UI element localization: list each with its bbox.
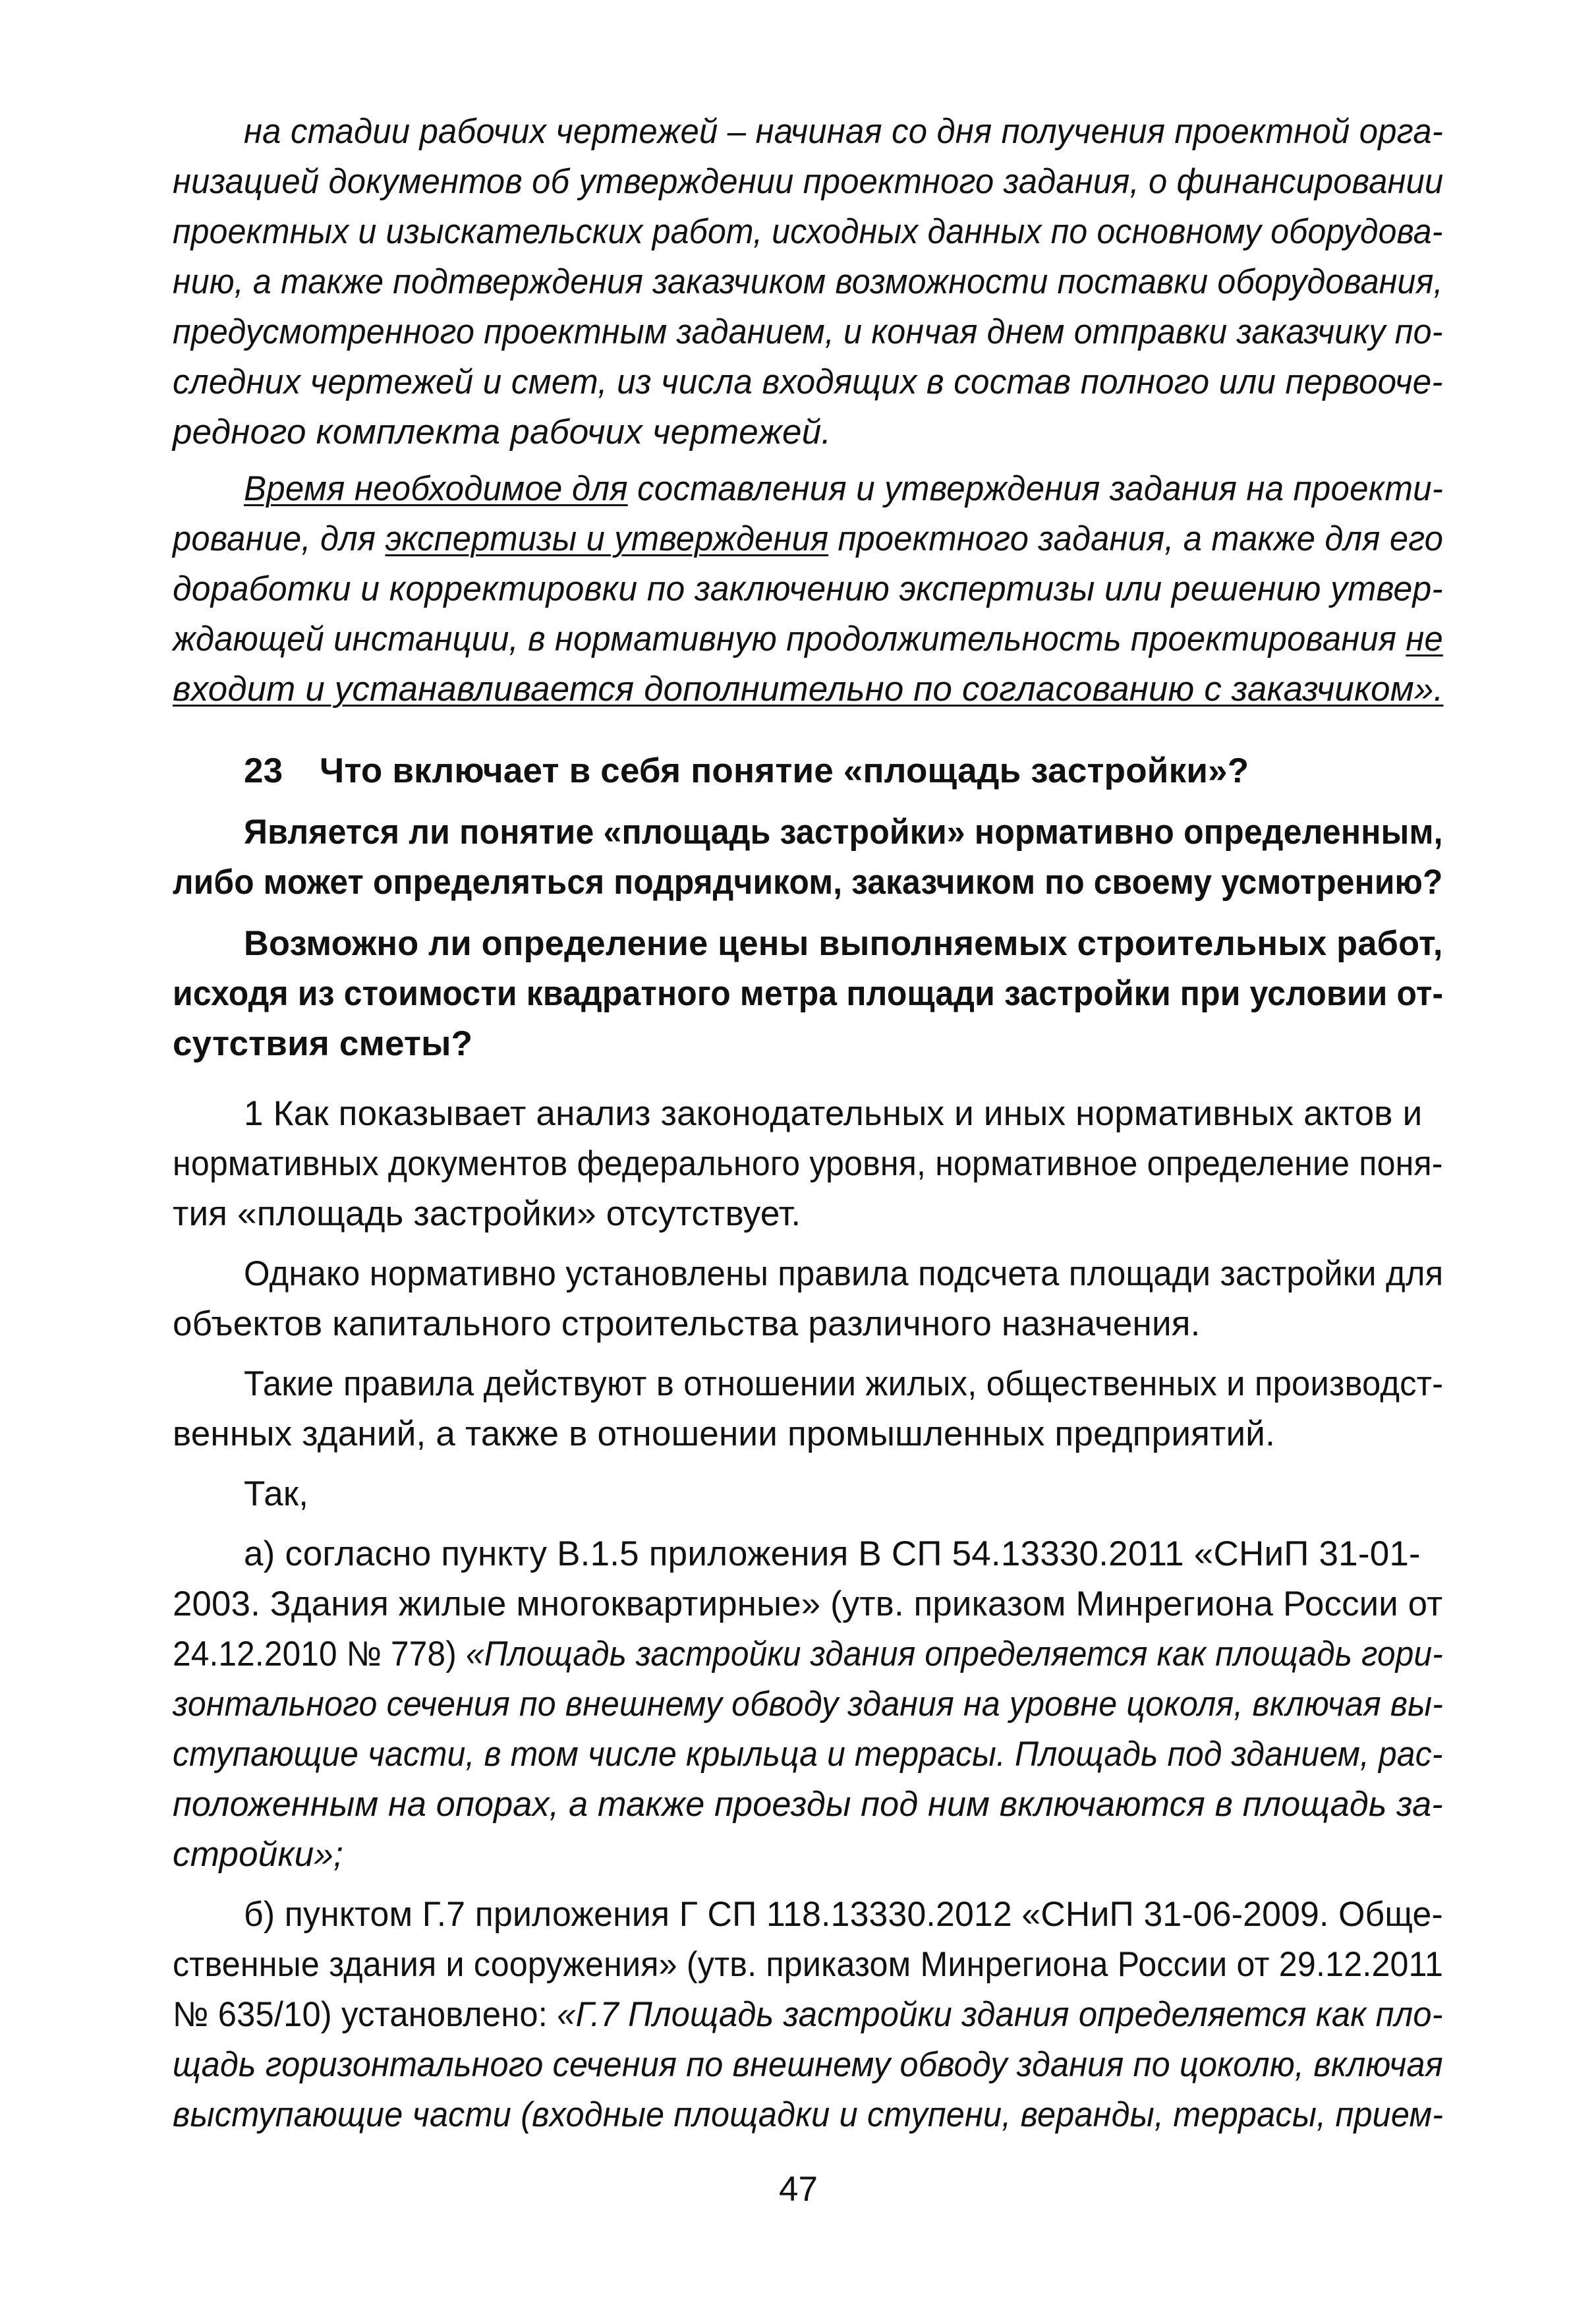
item-a-line-2: 2003. Здания жилые многоквартирные» (утв. приказом Минрегиона России от <box>173 1585 1443 1623</box>
answer-4-line-1: Так, <box>244 1474 309 1513</box>
answer-3-line-1: Такие правила действуют в отношении жилых, общественных и производст- <box>244 1364 1444 1403</box>
page-number: 47 <box>779 2170 818 2209</box>
question-line-4: Возможно ли определение цены выполняемых строительных работ, <box>244 924 1443 963</box>
p1-line-5: предусмотренного проектным заданием, и кончая днем отправки заказчику по- <box>173 312 1443 351</box>
p2-line-2: рование, для экспертизы и утверждения проектного задания, а также для его <box>173 519 1444 558</box>
item-a-line-6: положенным на опорах, а также проезды под ним включаются в площадь за- <box>173 1785 1443 1824</box>
item-b-line-1: б) пунктом Г.7 приложения Г СП 118.13330.2012 «СНиП 31-06-2009. Обще- <box>244 1895 1443 1934</box>
answer-2-line-2: объектов капитального строительства различного назначения. <box>173 1304 1201 1343</box>
p1-line-4: нию, а также подтверждения заказчиком возможности поставки оборудования, <box>173 262 1443 301</box>
p2-line-1: Время необходимое для составления и утверждения задания на проекти- <box>244 469 1444 508</box>
answer-3-line-2: венных зданий, а также в отношении промышленных предприятий. <box>173 1414 1276 1453</box>
item-b-line-2: ственные здания и сооружения» (утв. приказом Минрегиона России от 29.12.2011 <box>173 1945 1444 1984</box>
answer-2-line-1: Однако нормативно установлены правила подсчета площади застройки для <box>244 1254 1444 1293</box>
p2-underlined-phrase-1: Время необходимое для <box>244 469 628 508</box>
p2-underlined-phrase-3: не <box>1406 620 1443 658</box>
item-b-line-3: № 635/10) установлено: «Г.7 Площадь застройки здания определяется как пло- <box>173 1995 1443 2034</box>
item-b-line-4: щадь горизонтального сечения по внешнему обводу здания по цоколю, включая <box>173 2045 1443 2084</box>
p2-underlined-phrase-2: экспертизы и утверждения <box>385 519 829 558</box>
p1-line-1: на стадии рабочих чертежей – начиная со дня получения проектной орга- <box>244 112 1443 151</box>
p1-line-3: проектных и изыскательских работ, исходных данных по основному оборудова- <box>173 212 1443 251</box>
item-a-line-5: ступающие части, в том числе крыльца и террасы. Площадь под зданием, рас- <box>173 1735 1443 1774</box>
item-b-line-5: выступающие части (входные площадки и ступени, веранды, террасы, прием- <box>173 2095 1444 2134</box>
question-line-3: либо может определяться подрядчиком, заказчиком по своему усмотрению? <box>173 863 1443 902</box>
item-a-line-4: зонтального сечения по внешнему обводу здания на уровне цоколя, включая вы- <box>173 1685 1444 1724</box>
p2-line-3: доработки и корректировки по заключению экспертизы или решению утвер- <box>173 569 1443 608</box>
p1-line-2: низацией документов об утверждении проектного задания, о финансировании <box>173 162 1444 201</box>
p1-line-7: редного комплекта рабочих чертежей. <box>173 413 832 451</box>
p2-line-5: входит и устанавливается дополнительно по согласованию с заказчиком». <box>173 670 1444 709</box>
question-line-5: исходя из стоимости квадратного метра площади застройки при условии от- <box>173 974 1444 1013</box>
answer-1-line-3: тия «площадь застройки» отсутствует. <box>173 1194 801 1233</box>
item-a-line-7: стройки»; <box>173 1835 343 1874</box>
question-line-6: сутствия сметы? <box>173 1024 473 1063</box>
answer-1-line-2: нормативных документов федерального уровня, нормативное определение поня- <box>173 1144 1443 1183</box>
p2-line-4: ждающей инстанции, в нормативную продолжительность проектирования не <box>173 620 1443 658</box>
p1-line-6: следних чертежей и смет, из числа входящих в состав полного или первооче- <box>173 363 1443 401</box>
question-line-2: Является ли понятие «площадь застройки» нормативно определенным, <box>244 813 1443 852</box>
question-title: Что включает в себя понятие «площадь застройки»? <box>320 751 1249 790</box>
item-a-line-3: 24.12.2010 № 778) «Площадь застройки здания определяется как площадь гори- <box>173 1635 1443 1673</box>
answer-1-line-1: 1 Как показывает анализ законодательных и иных нормативных актов и <box>244 1094 1423 1133</box>
question-number: 23 <box>244 751 283 790</box>
item-a-line-1: а) согласно пункту В.1.5 приложения В СП 54.13330.2011 «СНиП 31-01- <box>244 1534 1421 1573</box>
